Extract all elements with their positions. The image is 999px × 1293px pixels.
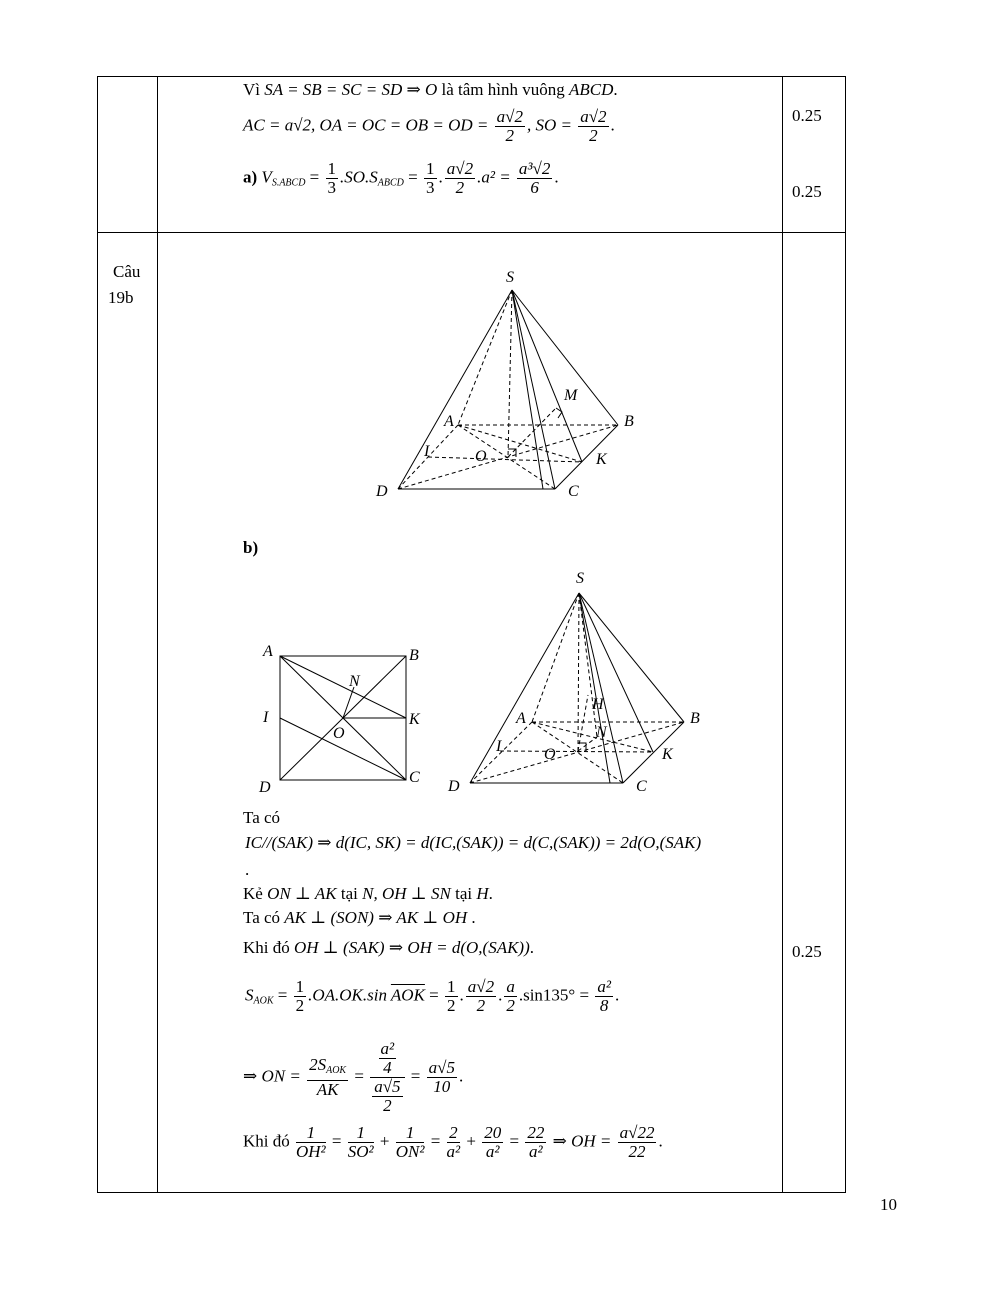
part-b-label: b) bbox=[243, 538, 259, 557]
fig2-label-b: B bbox=[409, 647, 419, 664]
fig2-label-o: O bbox=[333, 725, 345, 742]
row1-line2: AC = a√2, OA = OC = OB = OD = $\frac{a√2}{2}$ , SO = $\frac{a√2}{2}$ . bbox=[243, 107, 615, 145]
fig2-label-a: A bbox=[263, 643, 273, 660]
fig1-label-s: S bbox=[506, 269, 514, 286]
square-figure bbox=[255, 640, 435, 795]
row1-line3: a) $V_{S.ABCD}$ = $\frac{1}{3}$ $.SO.S_{ABCD}$ = $\frac{1}{3}$ . $\frac{a√2}{2}$ .a² = $\frac{\text{a³√2}}{6}$ . bbox=[243, 159, 559, 197]
eq-dot: . bbox=[245, 860, 250, 879]
eq-area-aok: $S_{AOK}$ = $\frac{1}{2}$ .OA.OK.sin $\overline{AOK}$ = $\frac{1}{2}$ . $\frac{a√2}{2}$ . $\frac{a}{2}$ .sin135° = $\frac{\text{a²}}{8}$ . bbox=[245, 977, 620, 1015]
fig2-label-k: K bbox=[409, 711, 420, 728]
fig2-label-c: C bbox=[409, 769, 420, 786]
fig3-label-d: D bbox=[448, 778, 460, 795]
text-ta-co: Ta có bbox=[243, 808, 281, 827]
fig1-label-d: D bbox=[376, 483, 388, 500]
fig2-label-d: D bbox=[259, 779, 271, 795]
col-divider-1 bbox=[157, 76, 158, 1192]
text-khi-do-1: Khi đó OH ⊥ (SAK) ⇒ OH = d(O,(SAK)). bbox=[243, 938, 535, 957]
row1-line1: Vì SA = SB = SC = SD ⇒ O là tâm hình vuông ABCD. bbox=[243, 80, 618, 99]
row-divider bbox=[97, 232, 845, 233]
page-number: 10 bbox=[880, 1195, 897, 1214]
fig1-label-c: C bbox=[568, 483, 579, 500]
eq-on: ⇒ ON = $\frac{2S_{AOK}}{AK}$ = $\frac{\frac{\text{a²}}{4}}{\frac{a√5}{2}}$ = $\frac{a√5}{10}$ . bbox=[243, 1039, 464, 1115]
fig3-label-b: B bbox=[690, 710, 700, 727]
fig3-label-n: N bbox=[596, 724, 607, 741]
fig1-label-o: O bbox=[475, 448, 487, 465]
fig3-label-c: C bbox=[636, 778, 647, 795]
pyramid-figure-2 bbox=[440, 565, 720, 800]
text-ta-co-2: Ta có AK ⊥ (SON) ⇒ AK ⊥ OH . bbox=[243, 908, 476, 927]
fig1-label-k: K bbox=[596, 451, 607, 468]
col-divider-2 bbox=[782, 76, 783, 1192]
row2-score: 0.25 bbox=[792, 942, 822, 961]
question-label: Câu bbox=[113, 262, 141, 281]
fig3-label-s: S bbox=[576, 570, 584, 587]
fig3-label-h: H bbox=[592, 696, 604, 713]
fig1-label-i: I bbox=[424, 443, 430, 460]
eq-oh: Khi đó $\frac{1}{\text{OH²}}$ = $\frac{1}{\text{SO²}}$ + $\frac{1}{\text{ON²}}$ = $\frac{2}{\text{a²}}$ + $\frac{20}{\text{a²}}$ = $\frac{22}{\text{a²}}$ ⇒ OH = $\frac{a√22}{22}$ . bbox=[243, 1123, 663, 1161]
fig3-label-o: O bbox=[544, 746, 556, 763]
fig2-label-n: N bbox=[349, 673, 360, 690]
fig3-label-k: K bbox=[662, 746, 673, 763]
fig3-label-i: I bbox=[496, 738, 502, 755]
fig3-label-a: A bbox=[516, 710, 526, 727]
pyramid-figure-1 bbox=[360, 260, 660, 505]
text-ke: Kẻ ON ⊥ AK tại N, OH ⊥ SN tại H. bbox=[243, 884, 493, 903]
fig2-label-i: I bbox=[263, 709, 269, 726]
question-number: 19b bbox=[108, 288, 134, 307]
fig1-label-a: A bbox=[444, 413, 454, 430]
eq-parallel: IC//(SAK) ⇒ d(IC, SK) = d(IC,(SAK)) = d(C,(SAK)) = 2d(O,(SAK) bbox=[245, 833, 702, 852]
row1-score-1: 0.25 bbox=[792, 106, 822, 125]
row1-score-2: 0.25 bbox=[792, 182, 822, 201]
fig1-label-m: M bbox=[564, 387, 578, 404]
fig1-label-b: B bbox=[624, 413, 634, 430]
